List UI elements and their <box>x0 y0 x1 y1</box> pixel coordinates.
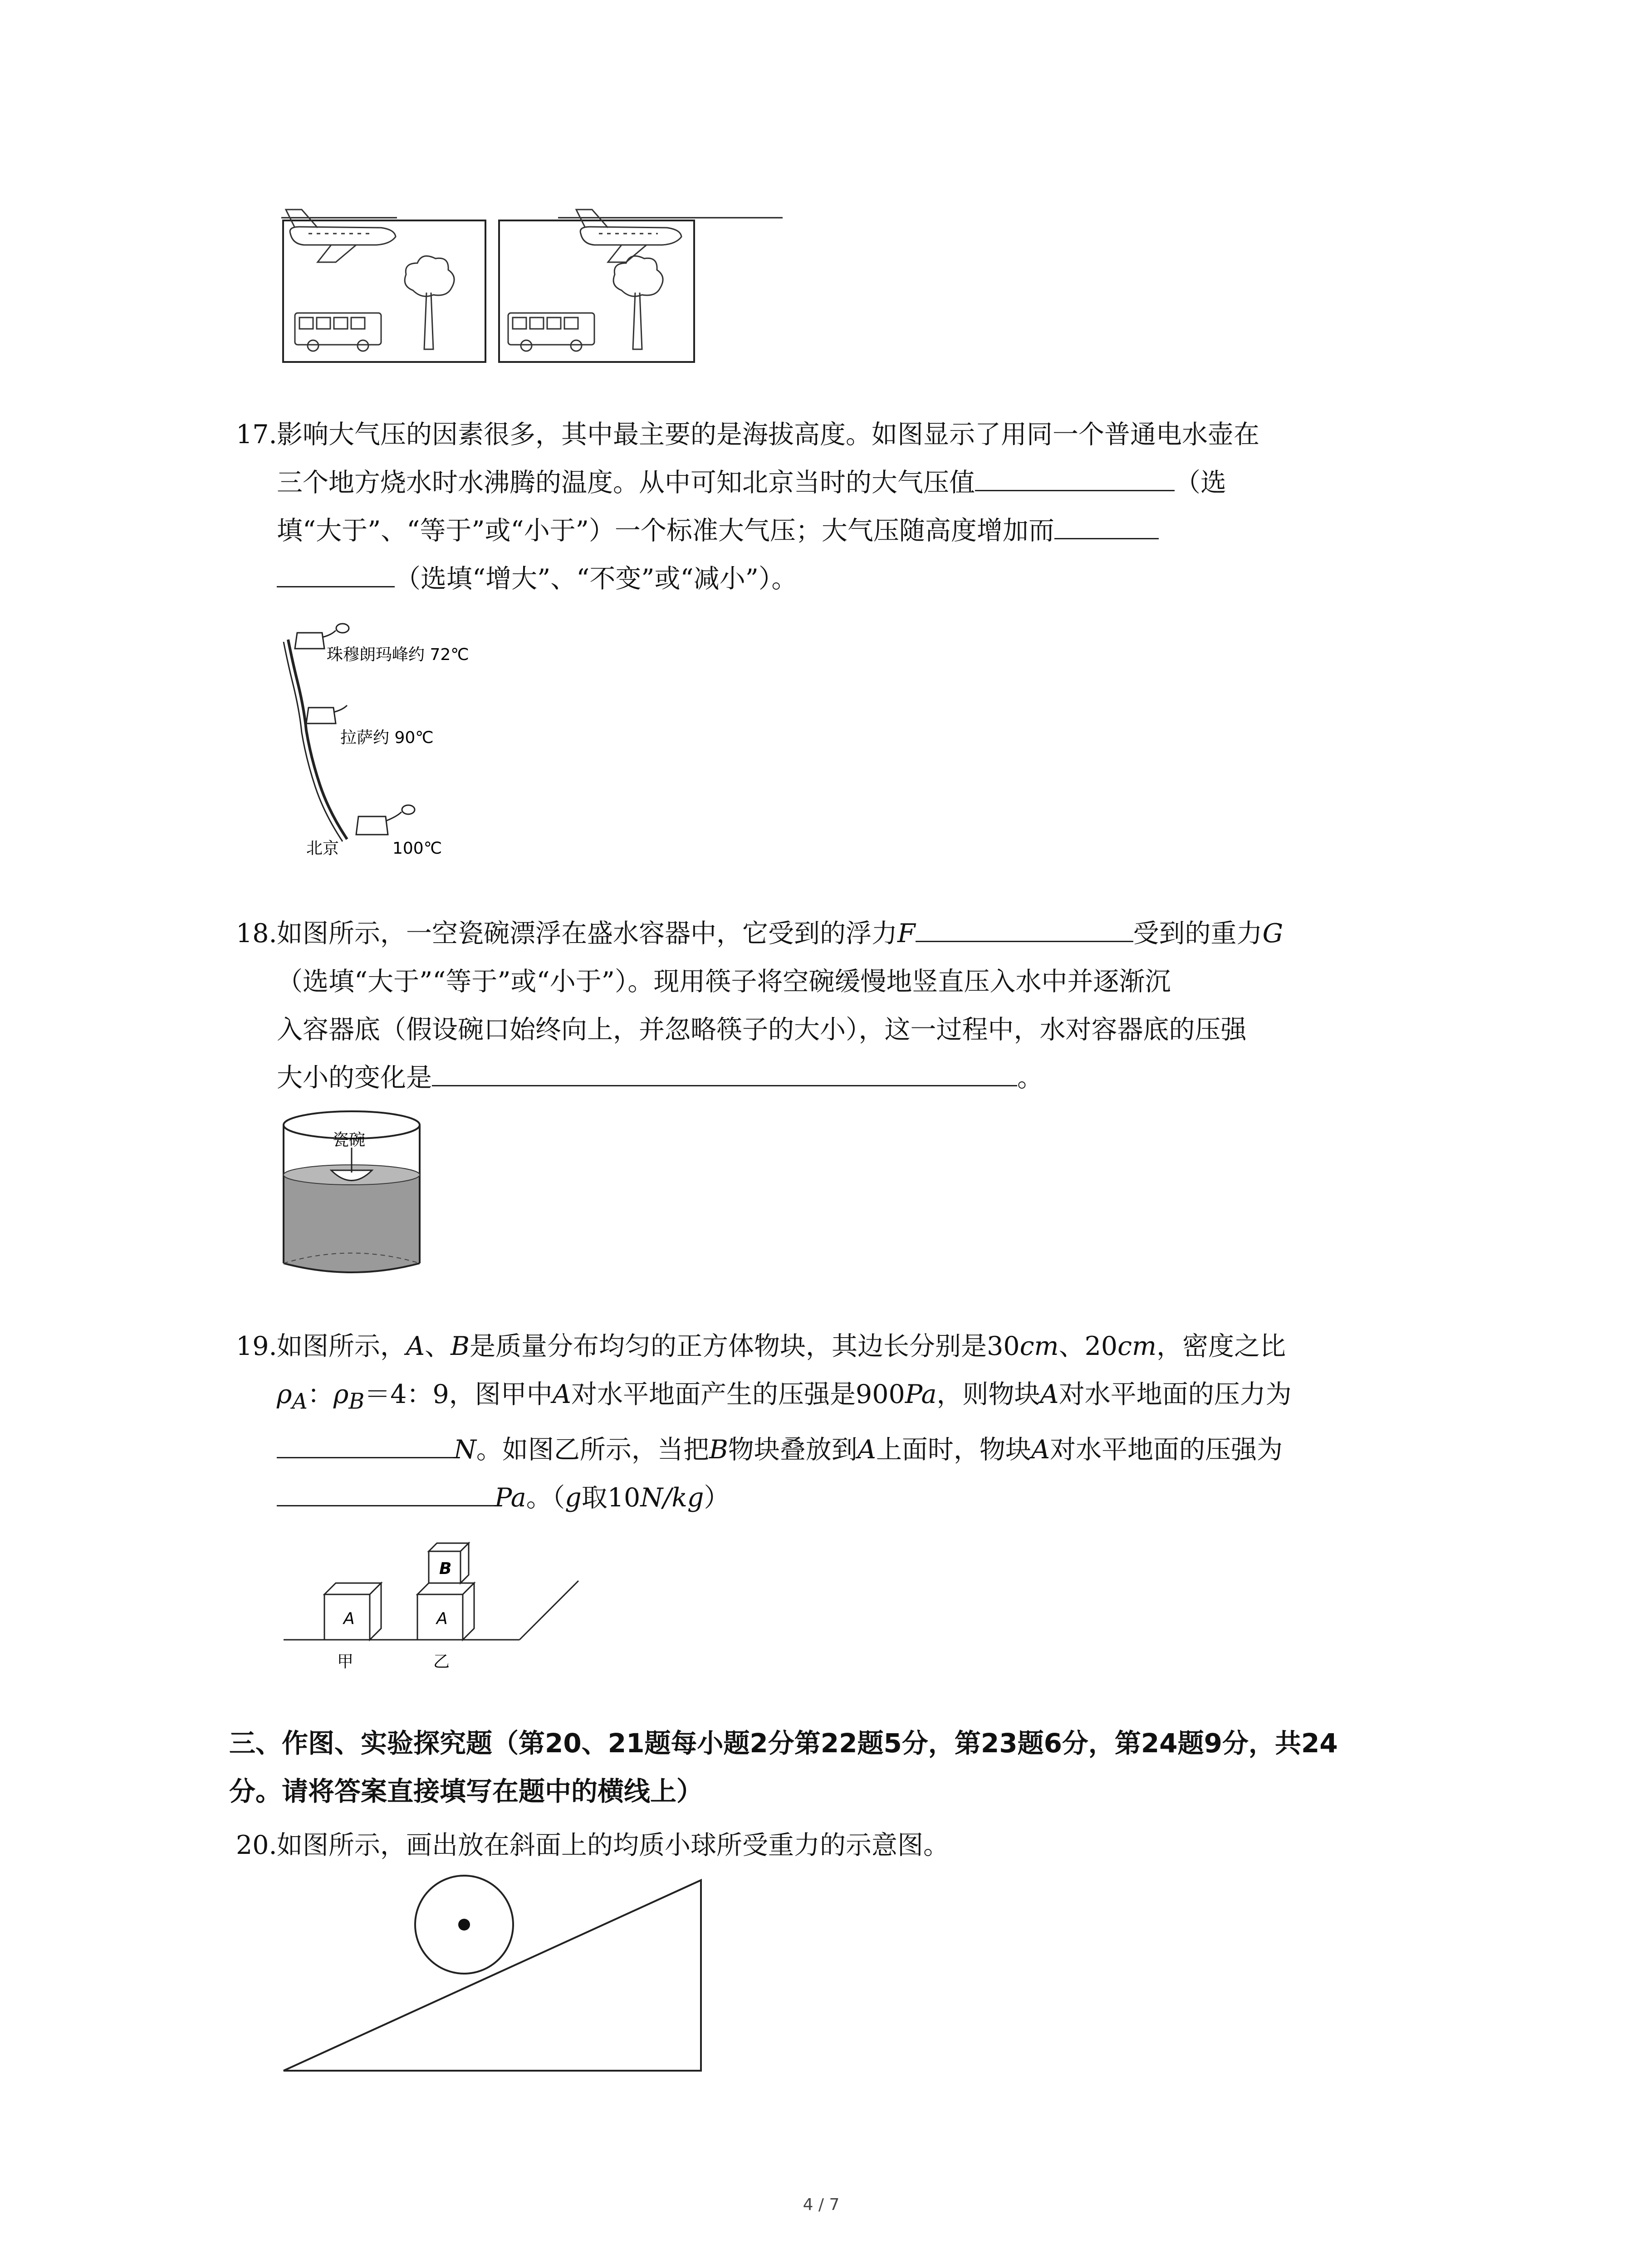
label-everest: 珠穆朗玛峰约 72℃ <box>327 645 469 664</box>
q18-line-1: 如图所示，一空瓷碗漂浮在盛水容器中，它受到的浮力F 受到的重力G <box>277 909 1461 958</box>
q17-line-4: （选填“增大”、“不变”或“减小”）。 <box>277 555 1461 603</box>
ball-center <box>458 1919 470 1931</box>
label-block-a-jia: A <box>343 1609 355 1628</box>
kettle-icon <box>295 624 349 649</box>
tree-icon <box>405 256 454 349</box>
q16-panel-2 <box>499 210 694 362</box>
q18-figure-svg <box>279 1107 424 1279</box>
q18-answer-blank-2[interactable] <box>432 1059 1017 1086</box>
q20-figure <box>279 1871 710 2080</box>
bus-icon <box>295 313 381 351</box>
q19-line-1: 如图所示，A、B是质量分布均匀的正方体物块，其边长分别是30cm、20cm，密度之比 <box>277 1331 1286 1361</box>
q19-figure <box>279 1531 588 1681</box>
tree-icon <box>613 256 663 349</box>
question-number: 19. <box>236 1331 277 1361</box>
page-number: 4 / 7 <box>803 2195 840 2214</box>
q19-line-3: N。如图乙所示，当把B物块叠放到A上面时，物块A对水平地面的压强为 <box>277 1426 1461 1474</box>
label-block-b: B <box>439 1559 452 1578</box>
q19-answer-blank-2[interactable] <box>277 1479 495 1506</box>
question-20 <box>236 1821 1461 1869</box>
question-17 <box>236 411 1461 603</box>
q16-figures-svg <box>277 200 789 367</box>
q18-line-3: 入容器底（假设碗口始终向上，并忽略筷子的大小），这一过程中，水对容器底的压强 <box>277 1015 1247 1045</box>
label-beijing: 北京 <box>306 839 339 858</box>
q18-figure <box>279 1107 424 1279</box>
q18-line-4: 大小的变化是 。 <box>277 1054 1461 1102</box>
kettle-icon <box>306 705 347 723</box>
q17-line-1: 影响大气压的因素很多，其中最主要的是海拔高度。如图显示了用同一个普通电水壶在 <box>277 420 1259 450</box>
label-jia: 甲 <box>337 1652 354 1671</box>
label-bowl: 瓷碗 <box>333 1131 366 1149</box>
kettle-icon <box>356 805 415 835</box>
label-lhasa: 拉萨约 90℃ <box>340 728 434 747</box>
question-number: 17. <box>236 420 277 450</box>
q19-answer-blank-1[interactable] <box>277 1431 454 1458</box>
q17-answer-blank-2a[interactable] <box>1054 512 1159 539</box>
label-beijing-temp: 100℃ <box>392 839 442 858</box>
q19-line-4: Pa。（g取10N/kg） <box>277 1474 1461 1522</box>
q16-panel-1 <box>283 210 485 362</box>
q17-answer-blank-2b[interactable] <box>277 560 395 587</box>
question-number: 18. <box>236 919 277 948</box>
q18-line-2: （选填“大于”“等于”或“小于”）。现用筷子将空碗缓慢地竖直压入水中并逐渐沉 <box>277 967 1171 997</box>
question-number: 20. <box>236 1830 277 1860</box>
q17-answer-blank-1[interactable] <box>975 464 1175 491</box>
q16-figures <box>277 200 789 367</box>
q18-answer-blank-1[interactable] <box>916 914 1133 942</box>
section-3-line-1: 三、作图、实验探究题（第20、21题每小题2分第22题5分，第23题6分，第24题9分，共24 <box>229 1728 1338 1759</box>
q17-line-2: 三个地方烧水时水沸腾的温度。从中可知北京当时的大气压值 （选 <box>277 459 1461 507</box>
q19-line-2: $\rho_A$：$\rho_B=4$：9，图甲中A对水平地面产生的压强是900Pa，则物块A对水平地面的压力为 <box>277 1379 1292 1414</box>
q19-figure-svg <box>279 1531 588 1681</box>
bus-icon <box>508 313 594 351</box>
question-18 <box>236 909 1461 1102</box>
q17-figure <box>279 621 515 862</box>
section-3-line-2: 分。请将答案直接填写在题中的横线上） <box>229 1776 703 1807</box>
q17-line-3: 填“大于”、“等于”或“小于”）一个标准大气压；大气压随高度增加而 <box>277 507 1461 555</box>
section-3-heading <box>229 1719 1463 1815</box>
label-block-a-yi: A <box>436 1609 448 1628</box>
q20-figure-svg <box>279 1871 710 2080</box>
q17-figure-svg <box>279 621 515 862</box>
q20-text: 如图所示，画出放在斜面上的均质小球所受重力的示意图。 <box>277 1830 949 1860</box>
question-19 <box>236 1322 1461 1522</box>
label-yi: 乙 <box>433 1652 450 1671</box>
